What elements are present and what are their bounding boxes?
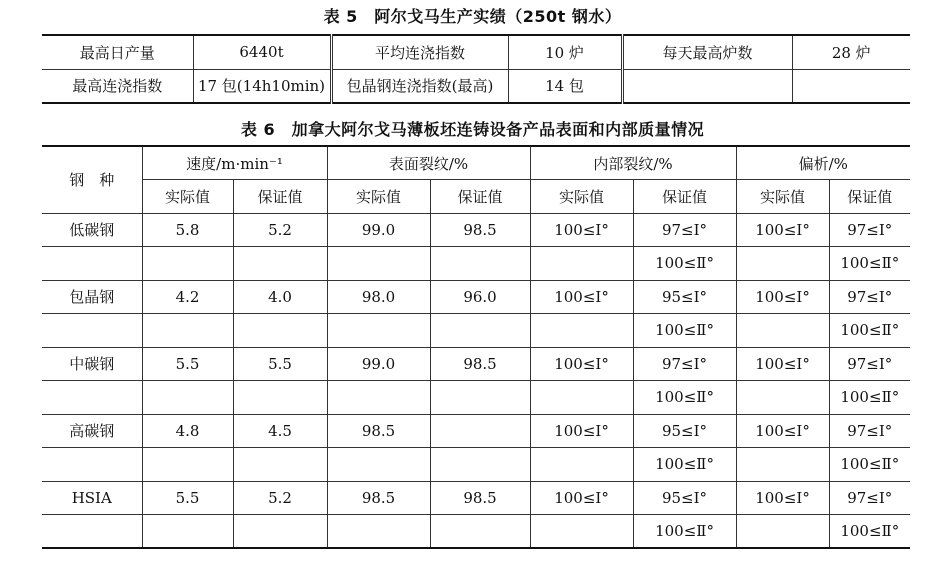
empty-cell	[327, 381, 430, 415]
steel-type-cell: 高碳钢	[42, 414, 142, 448]
seg-guarantee-cell: 100≤Ⅱ°	[829, 247, 910, 281]
speed-guarantee-cell: 5.2	[233, 213, 327, 247]
table5-row	[42, 69, 910, 103]
actual-value-header: 实际值	[327, 180, 430, 214]
table5-cell: 每天最高炉数	[622, 35, 792, 69]
table6-title: 表 6 加拿大阿尔戈马薄板坯连铸设备产品表面和内部质量情况	[240, 120, 705, 139]
empty-cell	[327, 448, 430, 482]
table5	[42, 34, 910, 104]
table5-cell: 平均连浇指数	[331, 35, 508, 69]
internal-guarantee-cell: 100≤Ⅱ°	[633, 515, 736, 549]
empty-cell	[736, 515, 829, 549]
seg-actual-cell: 100≤Ⅰ°	[736, 481, 829, 515]
steel-type-cell: HSIA	[42, 481, 142, 515]
internal-guarantee-cell: 95≤Ⅰ°	[633, 280, 736, 314]
table5-row	[42, 35, 910, 69]
empty-cell	[42, 448, 142, 482]
empty-cell	[142, 381, 233, 415]
speed-header: 速度/m·min⁻¹	[142, 146, 327, 180]
actual-value-header: 实际值	[530, 180, 633, 214]
surface-actual-cell: 98.0	[327, 280, 430, 314]
seg-actual-cell: 100≤Ⅰ°	[736, 280, 829, 314]
empty-cell	[42, 247, 142, 281]
steel-type-header: 钢 种	[42, 146, 142, 213]
seg-guarantee-cell: 100≤Ⅱ°	[829, 381, 910, 415]
empty-cell	[142, 314, 233, 348]
empty-cell	[233, 515, 327, 549]
empty-cell	[42, 515, 142, 549]
table5-cell: 6440t	[193, 35, 331, 69]
surface-actual-cell: 98.5	[327, 481, 430, 515]
seg-guarantee-cell: 97≤Ⅰ°	[829, 347, 910, 381]
internal-guarantee-cell: 95≤Ⅰ°	[633, 414, 736, 448]
table5-cell	[792, 69, 910, 103]
surface-guarantee-cell: 98.5	[430, 213, 530, 247]
empty-cell	[530, 314, 633, 348]
table5-cell: 最高日产量	[42, 35, 193, 69]
empty-cell	[430, 448, 530, 482]
seg-guarantee-cell: 97≤Ⅰ°	[829, 414, 910, 448]
empty-cell	[430, 381, 530, 415]
surface-actual-cell: 99.0	[327, 347, 430, 381]
table-row	[42, 247, 910, 281]
table-row	[42, 381, 910, 415]
table6-header-row	[42, 146, 910, 180]
surface-guarantee-cell: 96.0	[430, 280, 530, 314]
speed-guarantee-cell: 5.5	[233, 347, 327, 381]
table6	[42, 145, 910, 549]
internal-guarantee-cell: 100≤Ⅱ°	[633, 448, 736, 482]
table-row	[42, 347, 910, 381]
internal-actual-cell: 100≤Ⅰ°	[530, 280, 633, 314]
empty-cell	[142, 515, 233, 549]
surface-actual-cell: 98.5	[327, 414, 430, 448]
guaranteed-value-header: 保证值	[430, 180, 530, 214]
internal-actual-cell: 100≤Ⅰ°	[530, 481, 633, 515]
empty-cell	[233, 247, 327, 281]
table5-cell: 10 炉	[508, 35, 622, 69]
seg-guarantee-cell: 97≤Ⅰ°	[829, 280, 910, 314]
seg-actual-cell: 100≤Ⅰ°	[736, 347, 829, 381]
empty-cell	[233, 314, 327, 348]
internal-actual-cell: 100≤Ⅰ°	[530, 347, 633, 381]
actual-value-header: 实际值	[142, 180, 233, 214]
table-row	[42, 414, 910, 448]
empty-cell	[327, 314, 430, 348]
steel-type-cell: 包晶钢	[42, 280, 142, 314]
seg-guarantee-cell: 100≤Ⅱ°	[829, 515, 910, 549]
internal-actual-cell: 100≤Ⅰ°	[530, 213, 633, 247]
table-row	[42, 448, 910, 482]
empty-cell	[736, 247, 829, 281]
segregation-header: 偏析/%	[736, 146, 910, 180]
empty-cell	[736, 314, 829, 348]
actual-value-header: 实际值	[736, 180, 829, 214]
empty-cell	[430, 515, 530, 549]
empty-cell	[530, 448, 633, 482]
surface-guarantee-cell: 98.5	[430, 347, 530, 381]
empty-cell	[430, 314, 530, 348]
internal-guarantee-cell: 95≤Ⅰ°	[633, 481, 736, 515]
table-row	[42, 314, 910, 348]
surface-guarantee-cell: 98.5	[430, 481, 530, 515]
internal-guarantee-cell: 100≤Ⅱ°	[633, 314, 736, 348]
surface-actual-cell: 99.0	[327, 213, 430, 247]
speed-actual-cell: 4.2	[142, 280, 233, 314]
seg-guarantee-cell: 97≤Ⅰ°	[829, 213, 910, 247]
table5-title: 表 5 阿尔戈马生产实绩（250t 钢水）	[323, 7, 622, 26]
steel-type-cell: 中碳钢	[42, 347, 142, 381]
speed-guarantee-cell: 4.0	[233, 280, 327, 314]
empty-cell	[327, 247, 430, 281]
internal-guarantee-cell: 100≤Ⅱ°	[633, 381, 736, 415]
seg-actual-cell: 100≤Ⅰ°	[736, 414, 829, 448]
table6-subheader-row	[42, 180, 910, 214]
guaranteed-value-header: 保证值	[633, 180, 736, 214]
table5-cell: 14 包	[508, 69, 622, 103]
internal-guarantee-cell: 100≤Ⅱ°	[633, 247, 736, 281]
table-row	[42, 481, 910, 515]
empty-cell	[42, 314, 142, 348]
surface-guarantee-cell	[430, 414, 530, 448]
seg-actual-cell: 100≤Ⅰ°	[736, 213, 829, 247]
speed-guarantee-cell: 5.2	[233, 481, 327, 515]
empty-cell	[142, 448, 233, 482]
empty-cell	[736, 448, 829, 482]
empty-cell	[233, 381, 327, 415]
empty-cell	[530, 381, 633, 415]
steel-type-cell: 低碳钢	[42, 213, 142, 247]
table5-cell: 最高连浇指数	[42, 69, 193, 103]
empty-cell	[530, 247, 633, 281]
empty-cell	[42, 381, 142, 415]
speed-actual-cell: 5.5	[142, 481, 233, 515]
internal-crack-header: 内部裂纹/%	[530, 146, 736, 180]
internal-actual-cell: 100≤Ⅰ°	[530, 414, 633, 448]
surface-crack-header: 表面裂纹/%	[327, 146, 530, 180]
internal-guarantee-cell: 97≤Ⅰ°	[633, 347, 736, 381]
seg-guarantee-cell: 97≤Ⅰ°	[829, 481, 910, 515]
table-row	[42, 515, 910, 549]
empty-cell	[430, 247, 530, 281]
empty-cell	[530, 515, 633, 549]
internal-guarantee-cell: 97≤Ⅰ°	[633, 213, 736, 247]
seg-guarantee-cell: 100≤Ⅱ°	[829, 448, 910, 482]
table-row	[42, 280, 910, 314]
guaranteed-value-header: 保证值	[829, 180, 910, 214]
seg-guarantee-cell: 100≤Ⅱ°	[829, 314, 910, 348]
table5-cell: 28 炉	[792, 35, 910, 69]
empty-cell	[327, 515, 430, 549]
table5-cell: 17 包(14h10min)	[193, 69, 331, 103]
guaranteed-value-header: 保证值	[233, 180, 327, 214]
table5-cell: 包晶钢连浇指数(最高)	[331, 69, 508, 103]
table-row	[42, 213, 910, 247]
speed-actual-cell: 4.8	[142, 414, 233, 448]
speed-guarantee-cell: 4.5	[233, 414, 327, 448]
empty-cell	[736, 381, 829, 415]
speed-actual-cell: 5.8	[142, 213, 233, 247]
speed-actual-cell: 5.5	[142, 347, 233, 381]
empty-cell	[233, 448, 327, 482]
empty-cell	[142, 247, 233, 281]
table5-cell	[622, 69, 792, 103]
